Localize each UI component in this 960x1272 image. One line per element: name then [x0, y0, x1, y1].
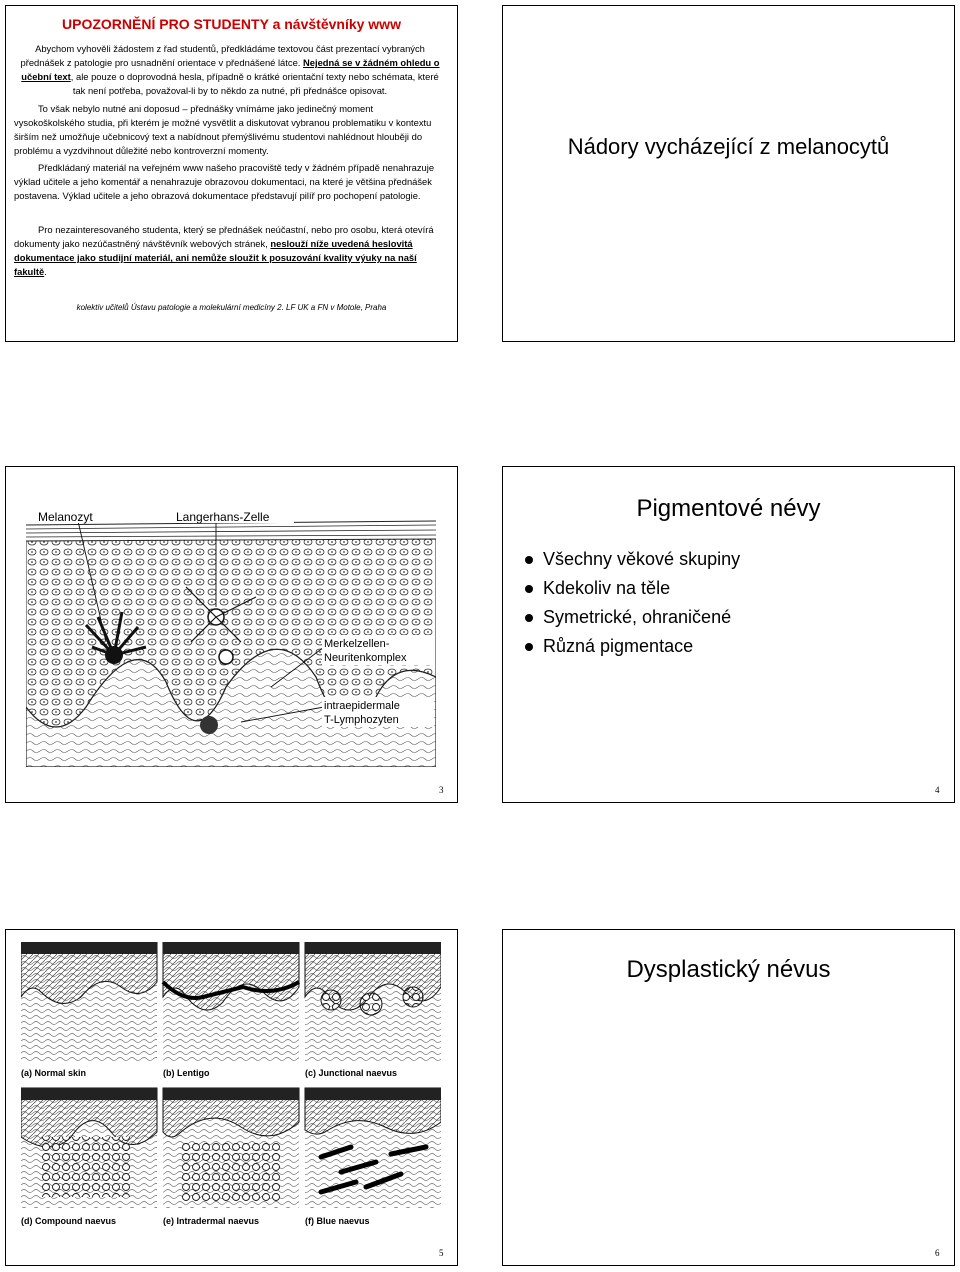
caption-e: (e) Intradermal naevus: [163, 1216, 260, 1226]
panel-c: [305, 942, 441, 1062]
naevus-panels: [21, 942, 441, 1232]
page-number: 4: [935, 785, 940, 795]
label-langerhans: Langerhans-Zelle: [176, 510, 270, 524]
panel-d: [21, 1088, 157, 1208]
notice-p1-text-c: , ale pouze o doprovodná hesla, případně o krátké orientační texty nebo schémata, které tak není potřeba, považoval-li by to někdo za nutné, při přednášce opisovat.: [70, 71, 439, 96]
slide-pigment-nevi: [502, 466, 955, 803]
label-merkel-2: Neuritenkomplex: [324, 652, 407, 664]
caption-f: (f) Blue naevus: [305, 1216, 370, 1226]
caption-b: (b) Lentigo: [163, 1068, 210, 1078]
slide-title: Dysplastický névus: [626, 956, 831, 983]
caption-a: (a) Normal skin: [21, 1068, 87, 1078]
notice-paragraph-2: To však nebylo nutné ani doposud – přednášky vnímáme jako jedinečný moment vysokoškolského studia, při kterém je možné vysvětlit a diskutovat vybranou problematiku v kontextu širším než umožňuje učebnicový text a nabídnout přemýšlivému studentovi nahlédnout hlouběji do problému a vyzdvihnout důležité nebo kontroverzní momenty.: [14, 103, 432, 156]
list-item: Všechny věkové skupiny: [525, 545, 740, 574]
slide-title: Nádory vycházející z melanocytů: [567, 134, 890, 159]
page-number: 6: [935, 1248, 940, 1258]
skin-illustration: [26, 507, 436, 767]
bullet-icon: [525, 556, 533, 564]
label-tlymph-2: T-Lymphozyten: [324, 714, 399, 726]
notice-paragraph-4: [14, 223, 446, 279]
bullet-icon: [525, 585, 533, 593]
slide-title: Pigmentové névy: [636, 495, 821, 522]
notice-p1-emphasis: Nejedná se v žádném ohledu o učební text: [21, 57, 440, 82]
list-item: Různá pigmentace: [525, 632, 740, 661]
panel-b: [163, 942, 299, 1062]
notice-title: UPOZORNĚNÍ PRO STUDENTY a návštěvníky www: [62, 16, 401, 32]
caption-d: (d) Compound naevus: [21, 1216, 116, 1226]
page-number: 3: [439, 785, 444, 795]
label-merkel-1: Merkelzellen-: [324, 638, 390, 650]
slide-dysplastic-nevus: [502, 929, 955, 1266]
label-tlymph-1: intraepidermale: [324, 700, 400, 712]
notice-paragraph-1: [14, 42, 446, 98]
bullet-list: [525, 545, 740, 661]
notice-footer: kolektiv učitelů Ústavu patologie a molekulární medicíny 2. LF UK a FN v Motole, Praha: [76, 303, 387, 312]
slide-naevus-types: [5, 929, 458, 1266]
slide-notice: [5, 5, 458, 342]
list-item: Symetrické, ohraničené: [525, 603, 740, 632]
label-melanozyt: Melanozyt: [38, 510, 93, 524]
caption-c: (c) Junctional naevus: [305, 1068, 398, 1078]
notice-p1-text-a: Abychom vyhověli žádostem z řad studentů, předkládáme textovou část prezentací vybraných přednášek z patologie pro usnadnění orientace v přednášené látce.: [20, 43, 425, 68]
page-number: 5: [439, 1248, 444, 1258]
panel-f: [305, 1088, 441, 1208]
panel-a: [21, 942, 157, 1062]
notice-p4-text-a: Pro nezainteresovaného studenta, který se přednášek neúčastní, nebo pro osobu, která otevírá dokumenty jako nezúčastněný návštěvník webových stránek,: [14, 224, 434, 249]
bullet-icon: [525, 614, 533, 622]
list-item: Kdekoliv na těle: [525, 574, 740, 603]
slide-title-melanocytes: [502, 5, 955, 342]
slide-skin-diagram: [5, 466, 458, 803]
notice-p4-text-c: .: [44, 266, 47, 277]
notice-paragraph-3: Předkládaný materiál na veřejném www našeho pracoviště tedy v žádném případě nenahrazuje výklad učitele a jeho komentář a nenahrazuje obrazovou dokumentaci, na které je většina přednášek postavena. Výklad učitele a jeho obrazová dokumentace představují pilíř pro pochopení patologie.: [14, 162, 435, 201]
notice-p4-emphasis: neslouží níže uvedená heslovitá dokumentace jako studijní materiál, ani nemůže sloužit k posuzování kvality výuky na naší fakultě: [14, 238, 417, 277]
bullet-icon: [525, 643, 533, 651]
panel-e: [163, 1088, 299, 1208]
